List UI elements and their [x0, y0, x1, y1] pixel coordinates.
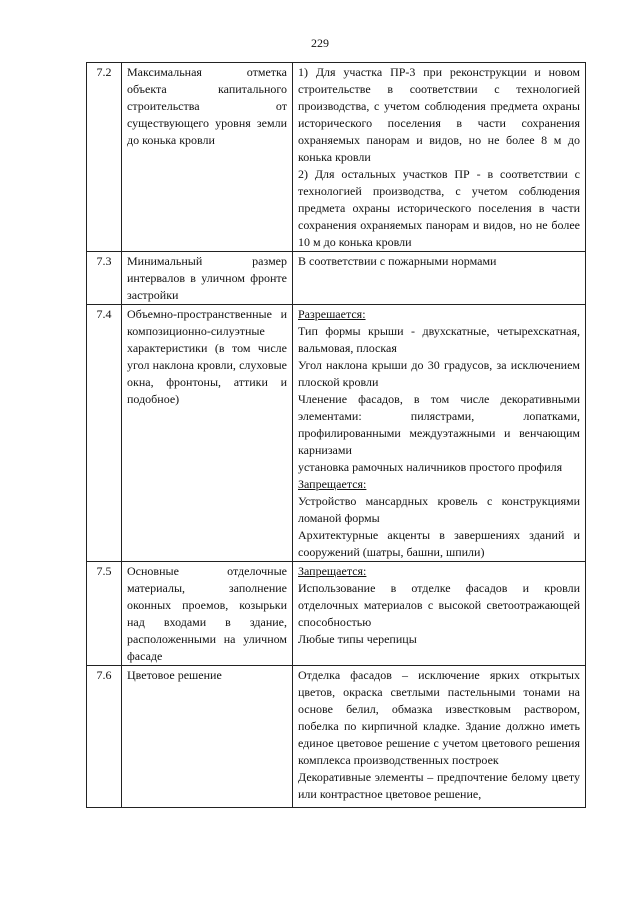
row-requirement: [293, 63, 586, 252]
requirement-paragraph: Архитектурные акценты в завершениях зданий и сооружений (шатры, башни, шпили): [298, 528, 580, 559]
forbidden-heading: Запрещается:: [298, 564, 367, 578]
requirement-paragraph: Угол наклона крыши до 30 градусов, за исключением плоской кровли: [298, 358, 580, 389]
table-row: [87, 305, 586, 562]
requirement-paragraph: Использование в отделке фасадов и кровли отделочных материалов с высокой светоотражающей способностью: [298, 581, 580, 629]
requirement-paragraph: 1) Для участка ПР-3 при реконструкции и новом строительстве в соответствии с технологией производства, с учетом соблюдения предмета охраны исторического поселения в части сохранения охраняемых панорам и видов, но не более 8 м до конька кровли: [298, 65, 580, 164]
row-requirement: [293, 252, 586, 305]
requirement-paragraph: В соответствии с пожарными нормами: [298, 254, 497, 268]
row-number: 7.2: [87, 63, 122, 252]
requirement-paragraph: Любые типы черепицы: [298, 632, 417, 646]
table-row: [87, 63, 586, 252]
table-row: [87, 562, 586, 666]
table-row: [87, 252, 586, 305]
row-continuation-space: [298, 803, 580, 807]
allowed-heading: Разрешается:: [298, 307, 366, 321]
requirement-paragraph: 2) Для остальных участков ПР - в соответствии с технологией производства, с учетом соблюдения предмета охраны исторического поселения в части сохранения охраняемых панорам и видов, но не более 10 м до конька кровли: [298, 167, 580, 249]
row-number: 7.4: [87, 305, 122, 562]
row-requirement: [293, 666, 586, 808]
requirement-paragraph: установка рамочных наличников простого профиля: [298, 460, 563, 474]
requirement-paragraph: Декоративные элементы – предпочтение белому цвету или контрастное цветовое решение,: [298, 770, 580, 801]
row-parameter: Объемно-пространственные и композиционно-силуэтные характеристики (в том числе угол наклона кровли, слуховые окна, фронтоны, аттики и подобное): [122, 305, 293, 562]
requirement-paragraph: Членение фасадов, в том числе декоративными элементами: пилястрами, лопатками, профилированными междуэтажными и венчающим карнизами: [298, 392, 580, 457]
forbidden-heading: Запрещается:: [298, 477, 367, 491]
row-parameter: Основные отделочные материалы, заполнение оконных проемов, козырьки над входами в здание, расположенными на уличном фасаде: [122, 562, 293, 666]
row-number: 7.3: [87, 252, 122, 305]
row-number: 7.5: [87, 562, 122, 666]
row-parameter: Минимальный размер интервалов в уличном фронте застройки: [122, 252, 293, 305]
row-parameter: Цветовое решение: [122, 666, 293, 808]
row-requirement: [293, 305, 586, 562]
requirement-paragraph: Отделка фасадов – исключение ярких открытых цветов, окраска светлыми пастельными тонами на основе белил, обмазка известковым раствором, побелка по кирпичной кладке. Здание должно иметь единое цветовое решение с учетом цветового решения комплекса производственных построек: [298, 668, 580, 767]
requirement-paragraph: Устройство мансардных кровель с конструкциями ломаной формы: [298, 494, 580, 525]
row-parameter: Максимальная отметка объекта капитального строительства от существующего уровня земли до конька кровли: [122, 63, 293, 252]
row-number: 7.6: [87, 666, 122, 808]
requirement-paragraph: Тип формы крыши - двухскатные, четырехскатная, вальмовая, плоская: [298, 324, 580, 355]
page-number: 229: [311, 36, 329, 50]
table-row: [87, 666, 586, 808]
row-requirement: [293, 562, 586, 666]
regulation-table: [86, 62, 586, 808]
